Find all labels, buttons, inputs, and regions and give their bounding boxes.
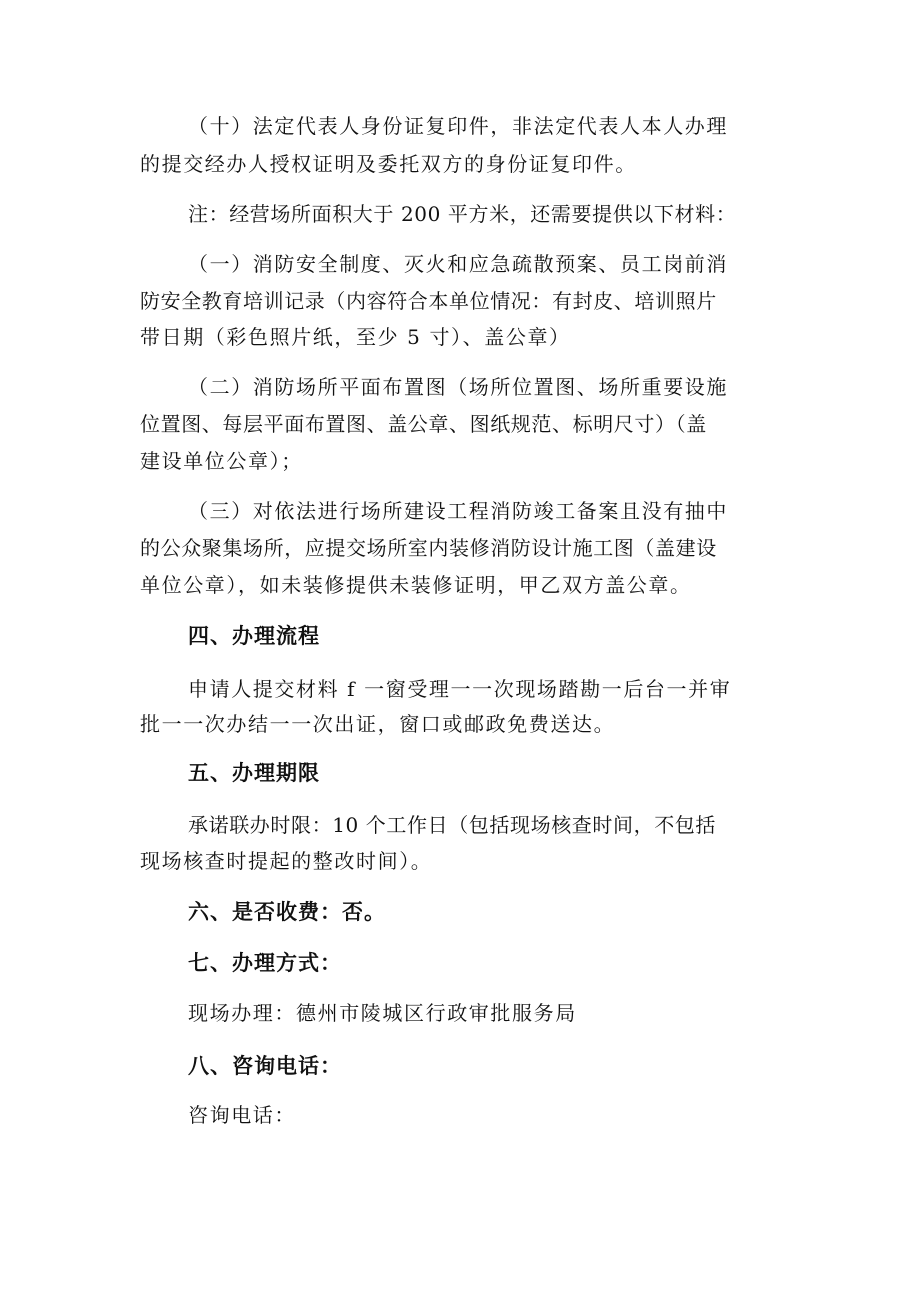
note-3-line-2: 的公众聚集场所，应提交场所室内装修消防设计施工图（盖建设 bbox=[140, 536, 717, 560]
note-line: 注：经营场所面积大于 200 平方米，还需要提供以下材料： bbox=[188, 202, 737, 226]
section-5-line-2: 现场核查时提起的整改时间）。 bbox=[140, 849, 433, 873]
note-1-line-2: 防安全教育培训记录（内容符合本单位情况：有封皮、培训照片 bbox=[140, 289, 717, 313]
section-5-heading: 五、办理期限 bbox=[188, 761, 320, 785]
section-8-heading: 八、咨询电话： bbox=[188, 1054, 342, 1078]
note-2-line-3: 建设单位公章）； bbox=[140, 449, 303, 473]
note-2-line-1: （二）消防场所平面布置图（场所位置图、场所重要设施 bbox=[188, 375, 728, 399]
note-1-line-1: （一）消防安全制度、灭火和应急疏散预案、员工岗前消 bbox=[188, 252, 728, 276]
section-4-line-2: 批一一次办结一一次出证，窗口或邮政免费送达。 bbox=[140, 712, 616, 736]
item-10-line-1: （十）法定代表人身份证复印件，非法定代表人本人办理 bbox=[188, 114, 728, 138]
note-3-line-3: 单位公章），如未装修提供未装修证明，甲乙双方盖公章。 bbox=[140, 573, 692, 597]
item-10-line-2: 的提交经办人授权证明及委托双方的身份证复印件。 bbox=[140, 152, 637, 176]
section-4-line-1: 申请人提交材料 f 一窗受理一一次现场踏勘一后台一并审 bbox=[188, 677, 732, 701]
section-6-heading: 六、是否收费：否。 bbox=[188, 900, 386, 924]
note-1-line-3: 带日期（彩色照片纸，至少 5 寸）、盖公章） bbox=[140, 325, 571, 349]
section-5-line-1: 承诺联办时限：10 个工作日（包括现场核查时间，不包括 bbox=[188, 813, 717, 837]
section-4-heading: 四、办理流程 bbox=[188, 624, 320, 648]
note-3-line-1: （三）对依法进行场所建设工程消防竣工备案且没有抽中 bbox=[188, 499, 728, 523]
section-8-line-1: 咨询电话： bbox=[188, 1103, 296, 1127]
note-2-line-2: 位置图、每层平面布置图、盖公章、图纸规范、标明尺寸）（盖 bbox=[140, 412, 707, 436]
section-7-line-1: 现场办理：德州市陵城区行政审批服务局 bbox=[188, 1001, 577, 1025]
section-7-heading: 七、办理方式： bbox=[188, 951, 342, 975]
